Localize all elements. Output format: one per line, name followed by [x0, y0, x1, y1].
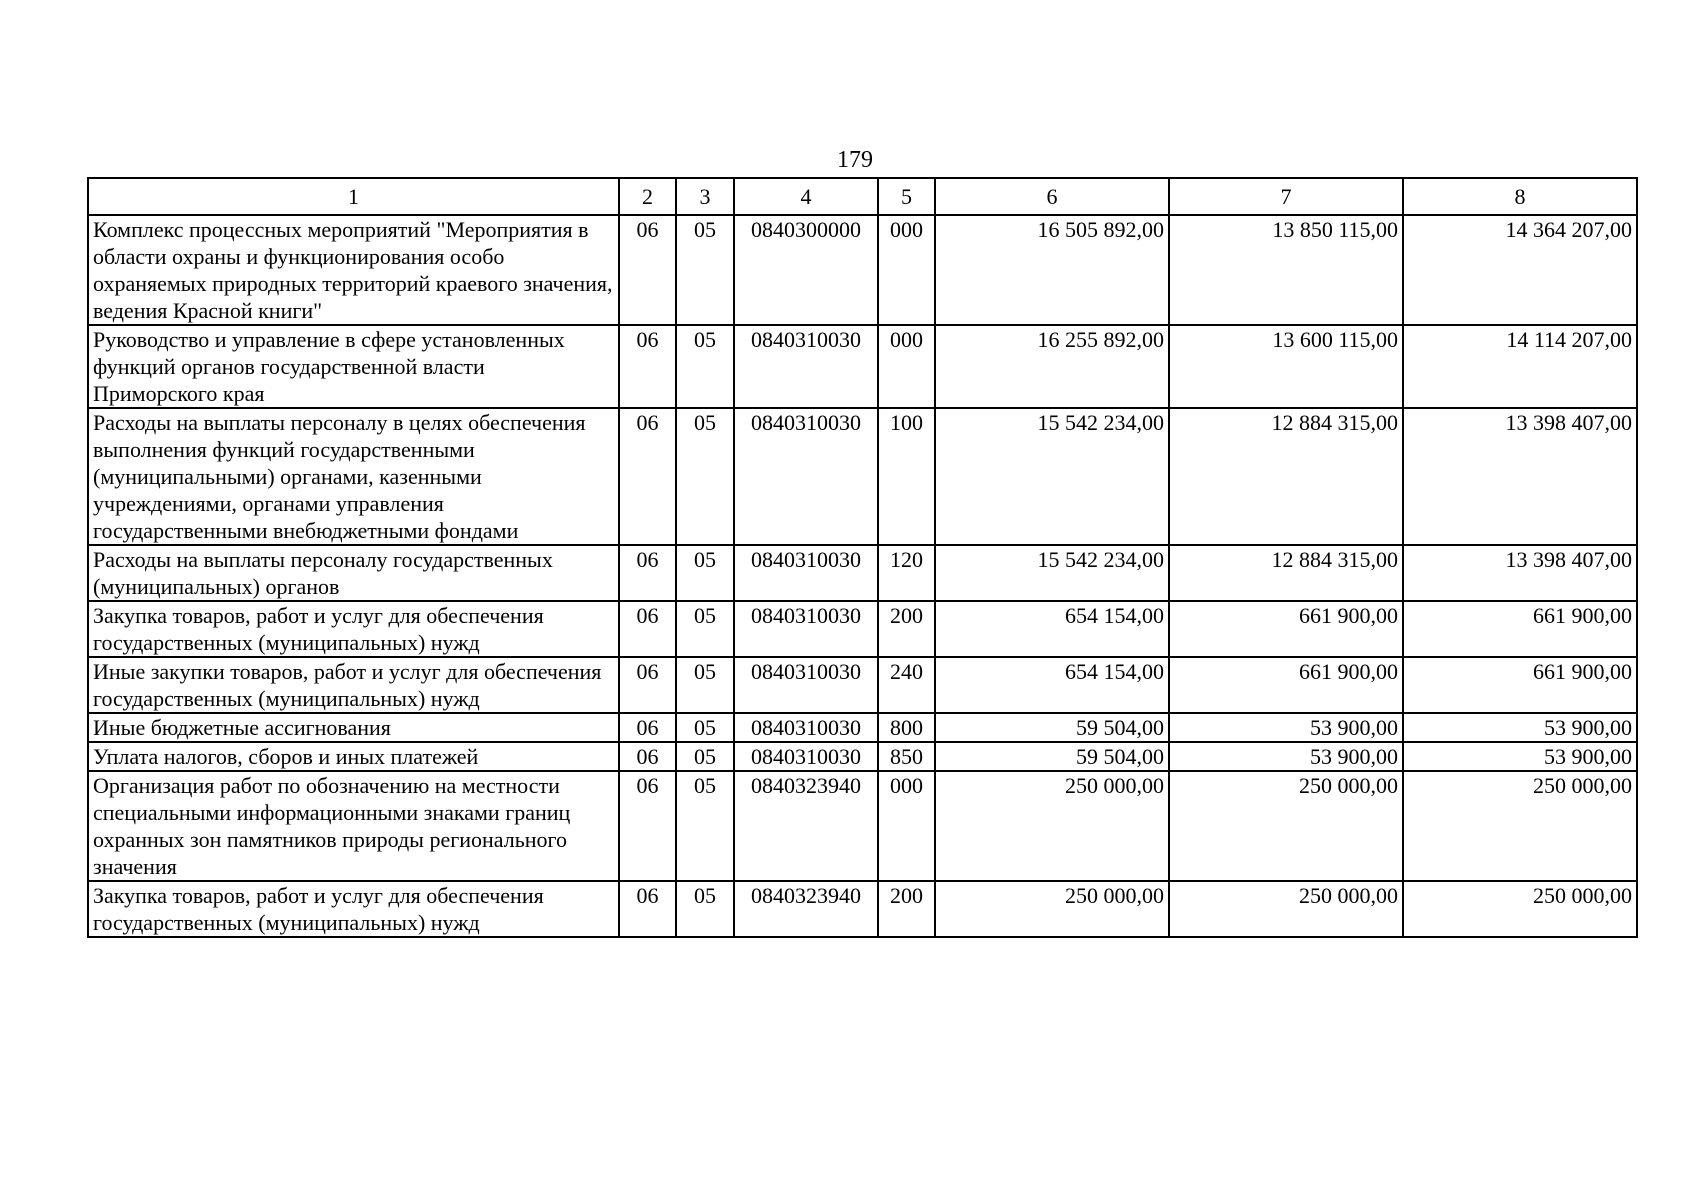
row-subsection: 05: [676, 545, 734, 601]
row-target-article: 0840323940: [734, 771, 878, 881]
row-target-article: 0840310030: [734, 408, 878, 545]
row-target-article: 0840310030: [734, 742, 878, 771]
row-expense-type: 000: [878, 325, 935, 408]
row-amount-col7: 13 600 115,00: [1169, 325, 1403, 408]
row-target-article: 0840323940: [734, 881, 878, 937]
row-amount-col8: 250 000,00: [1403, 881, 1637, 937]
row-subsection: 05: [676, 713, 734, 742]
row-amount-col7: 12 884 315,00: [1169, 545, 1403, 601]
row-amount-col7: 661 900,00: [1169, 657, 1403, 713]
row-section: 06: [619, 545, 676, 601]
table-row: [88, 325, 1637, 408]
row-target-article: 0840300000: [734, 215, 878, 325]
row-amount-col8: 14 364 207,00: [1403, 215, 1637, 325]
header-col-8: 8: [1403, 178, 1637, 215]
row-amount-col8: 53 900,00: [1403, 713, 1637, 742]
row-name: Руководство и управление в сфере установленных функций органов государственной власти Приморского края: [88, 325, 619, 408]
row-name: Иные бюджетные ассигнования: [88, 713, 619, 742]
page-number: 179: [837, 147, 873, 173]
table-body: [88, 215, 1637, 937]
row-amount-col6: 250 000,00: [935, 881, 1169, 937]
row-amount-col7: 661 900,00: [1169, 601, 1403, 657]
row-amount-col6: 15 542 234,00: [935, 408, 1169, 545]
row-subsection: 05: [676, 881, 734, 937]
row-section: 06: [619, 325, 676, 408]
row-target-article: 0840310030: [734, 713, 878, 742]
row-expense-type: 800: [878, 713, 935, 742]
row-expense-type: 240: [878, 657, 935, 713]
row-subsection: 05: [676, 601, 734, 657]
row-amount-col8: 53 900,00: [1403, 742, 1637, 771]
row-amount-col6: 654 154,00: [935, 601, 1169, 657]
row-name: Расходы на выплаты персоналу в целях обеспечения выполнения функций государственными (муниципальными) органами, казенными учреждениями, органами управления государственными внебюджетными фондами: [88, 408, 619, 545]
row-section: 06: [619, 771, 676, 881]
row-subsection: 05: [676, 771, 734, 881]
header-col-1: 1: [88, 178, 619, 215]
row-section: 06: [619, 742, 676, 771]
row-amount-col7: 53 900,00: [1169, 742, 1403, 771]
row-section: 06: [619, 408, 676, 545]
row-section: 06: [619, 657, 676, 713]
row-subsection: 05: [676, 742, 734, 771]
row-amount-col7: 12 884 315,00: [1169, 408, 1403, 545]
row-section: 06: [619, 215, 676, 325]
row-amount-col8: 13 398 407,00: [1403, 545, 1637, 601]
row-section: 06: [619, 601, 676, 657]
table-row: [88, 545, 1637, 601]
header-col-2: 2: [619, 178, 676, 215]
row-name: Комплекс процессных мероприятий "Мероприятия в области охраны и функционирования особо охраняемых природных территорий краевого значения, ведения Красной книги": [88, 215, 619, 325]
row-target-article: 0840310030: [734, 545, 878, 601]
row-subsection: 05: [676, 657, 734, 713]
row-amount-col6: 15 542 234,00: [935, 545, 1169, 601]
header-col-4: 4: [734, 178, 878, 215]
table-row: [88, 215, 1637, 325]
row-expense-type: 000: [878, 215, 935, 325]
row-target-article: 0840310030: [734, 657, 878, 713]
row-amount-col7: 13 850 115,00: [1169, 215, 1403, 325]
row-amount-col8: 250 000,00: [1403, 771, 1637, 881]
row-name: Закупка товаров, работ и услуг для обеспечения государственных (муниципальных) нужд: [88, 601, 619, 657]
table-row: [88, 742, 1637, 771]
row-expense-type: 200: [878, 881, 935, 937]
row-expense-type: 100: [878, 408, 935, 545]
row-amount-col6: 59 504,00: [935, 713, 1169, 742]
row-section: 06: [619, 881, 676, 937]
row-amount-col8: 14 114 207,00: [1403, 325, 1637, 408]
header-row: [88, 178, 1637, 215]
row-amount-col6: 59 504,00: [935, 742, 1169, 771]
table-row: [88, 713, 1637, 742]
row-expense-type: 850: [878, 742, 935, 771]
row-expense-type: 000: [878, 771, 935, 881]
row-subsection: 05: [676, 408, 734, 545]
row-amount-col8: 13 398 407,00: [1403, 408, 1637, 545]
row-expense-type: 200: [878, 601, 935, 657]
row-name: Расходы на выплаты персоналу государственных (муниципальных) органов: [88, 545, 619, 601]
table-row: [88, 657, 1637, 713]
row-expense-type: 120: [878, 545, 935, 601]
row-subsection: 05: [676, 325, 734, 408]
table-row: [88, 408, 1637, 545]
table-row: [88, 601, 1637, 657]
table-row: [88, 881, 1637, 937]
budget-table: [87, 177, 1638, 938]
row-amount-col8: 661 900,00: [1403, 657, 1637, 713]
row-name: Иные закупки товаров, работ и услуг для обеспечения государственных (муниципальных) нужд: [88, 657, 619, 713]
row-section: 06: [619, 713, 676, 742]
row-subsection: 05: [676, 215, 734, 325]
table-row: [88, 771, 1637, 881]
row-amount-col7: 53 900,00: [1169, 713, 1403, 742]
row-name: Закупка товаров, работ и услуг для обеспечения государственных (муниципальных) нужд: [88, 881, 619, 937]
row-amount-col6: 654 154,00: [935, 657, 1169, 713]
row-target-article: 0840310030: [734, 601, 878, 657]
row-amount-col7: 250 000,00: [1169, 881, 1403, 937]
row-amount-col6: 16 255 892,00: [935, 325, 1169, 408]
header-col-3: 3: [676, 178, 734, 215]
row-amount-col7: 250 000,00: [1169, 771, 1403, 881]
row-target-article: 0840310030: [734, 325, 878, 408]
row-amount-col8: 661 900,00: [1403, 601, 1637, 657]
row-amount-col6: 250 000,00: [935, 771, 1169, 881]
row-amount-col6: 16 505 892,00: [935, 215, 1169, 325]
header-col-6: 6: [935, 178, 1169, 215]
row-name: Уплата налогов, сборов и иных платежей: [88, 742, 619, 771]
row-name: Организация работ по обозначению на местности специальными информационными знаками границ охранных зон памятников природы регионального значения: [88, 771, 619, 881]
header-col-7: 7: [1169, 178, 1403, 215]
header-col-5: 5: [878, 178, 935, 215]
